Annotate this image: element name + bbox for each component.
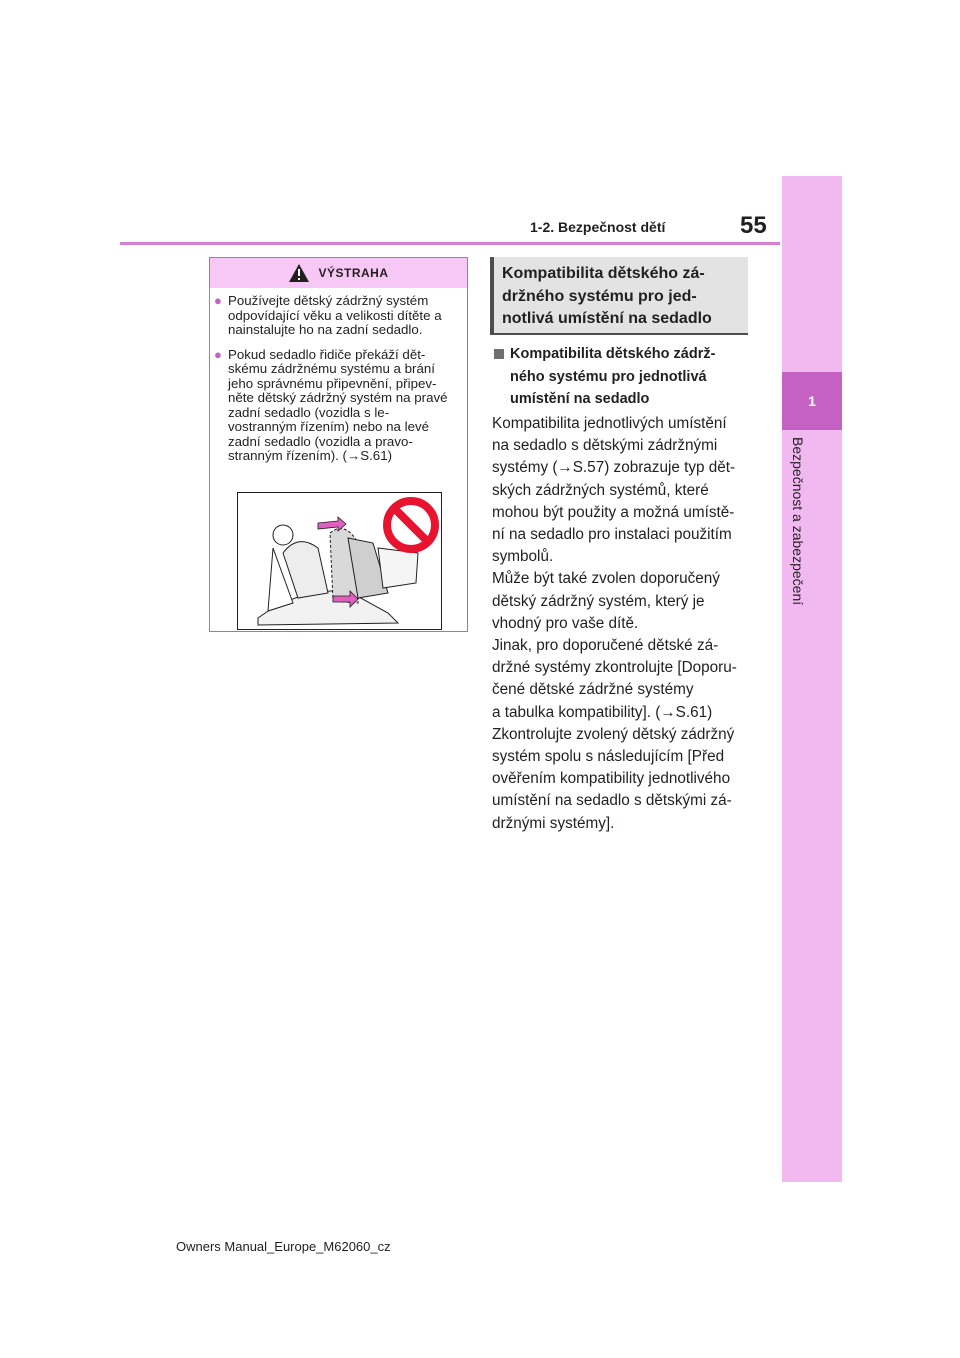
- square-bullet-icon: [494, 349, 504, 359]
- chapter-number: 1: [782, 372, 842, 430]
- warning-triangle-icon: [288, 263, 310, 283]
- footer: Owners Manual_Europe_M62060_cz: [176, 1239, 391, 1254]
- warning-text: Používejte dětský zádržný systém odpovídající věku a velikosti dítěte a nainstalujte ho na zadní sedadlo.: [228, 293, 442, 337]
- page-number: 55: [740, 212, 767, 239]
- child-seat-drawing: [238, 493, 441, 629]
- body-paragraph: Kompatibilita jednotlivých umístění na sedadlo s dětskými zádržnými systémy (→S.57) zobrazuje typ dět- ských zádržných systémů, které mohou být použity a možná umístě- ní na sedadlo pro instalaci použitím symbolů. Může být také zvolen doporučený dětský zádržný systém, který je vhodný pro vaše dítě. Jinak, pro doporučené dětské zá- držné systémy zkontrolujte [Doporu- čené dětské zádržné systémy a tabulka kompatibility]. (→S.61) Zkontrolujte zvolený dětský zádržný systém spolu s následujícím [Před ověřením kompatibility jednotlivého umístění na sedadlo s dětskými zá- držnými systémy].: [492, 415, 737, 832]
- bullet-icon: ●: [214, 346, 222, 362]
- section-header: 1-2. Bezpečnost dětí: [530, 219, 666, 235]
- prohibited-icon: [387, 501, 435, 549]
- warning-header: [210, 258, 467, 288]
- warning-item: [210, 348, 467, 464]
- seat-illustration: [237, 492, 442, 630]
- warning-title: VÝSTRAHA: [318, 266, 389, 280]
- bullet-icon: ●: [214, 293, 222, 308]
- subheading-text: Kompatibilita dětského zádrž- ného systému pro jednotlivá umístění na sedadlo: [510, 346, 716, 407]
- warning-box: [209, 257, 468, 632]
- subheading: [494, 343, 759, 411]
- chapter-label: Bezpečnost a zabezpečení: [790, 437, 806, 606]
- section-heading-text: Kompatibilita dětského zá- držného systému pro jed- notlivá umístění na sedadlo: [502, 265, 712, 327]
- section-heading: [490, 257, 748, 335]
- side-tab: [782, 176, 842, 1182]
- header-rule: [120, 242, 780, 245]
- warning-item: [210, 294, 467, 338]
- warning-text: Pokud sedadlo řidiče překáží dět- skému zádržnému systému a brání jeho správnému připevnění, připev- něte dětský zádržný systém na pravé zadní sedadlo (vozidla s le- vostranným řízením) nebo na levé zadní sedadlo (vozidla a pravo- stranným řízením). (→S.61): [228, 346, 448, 463]
